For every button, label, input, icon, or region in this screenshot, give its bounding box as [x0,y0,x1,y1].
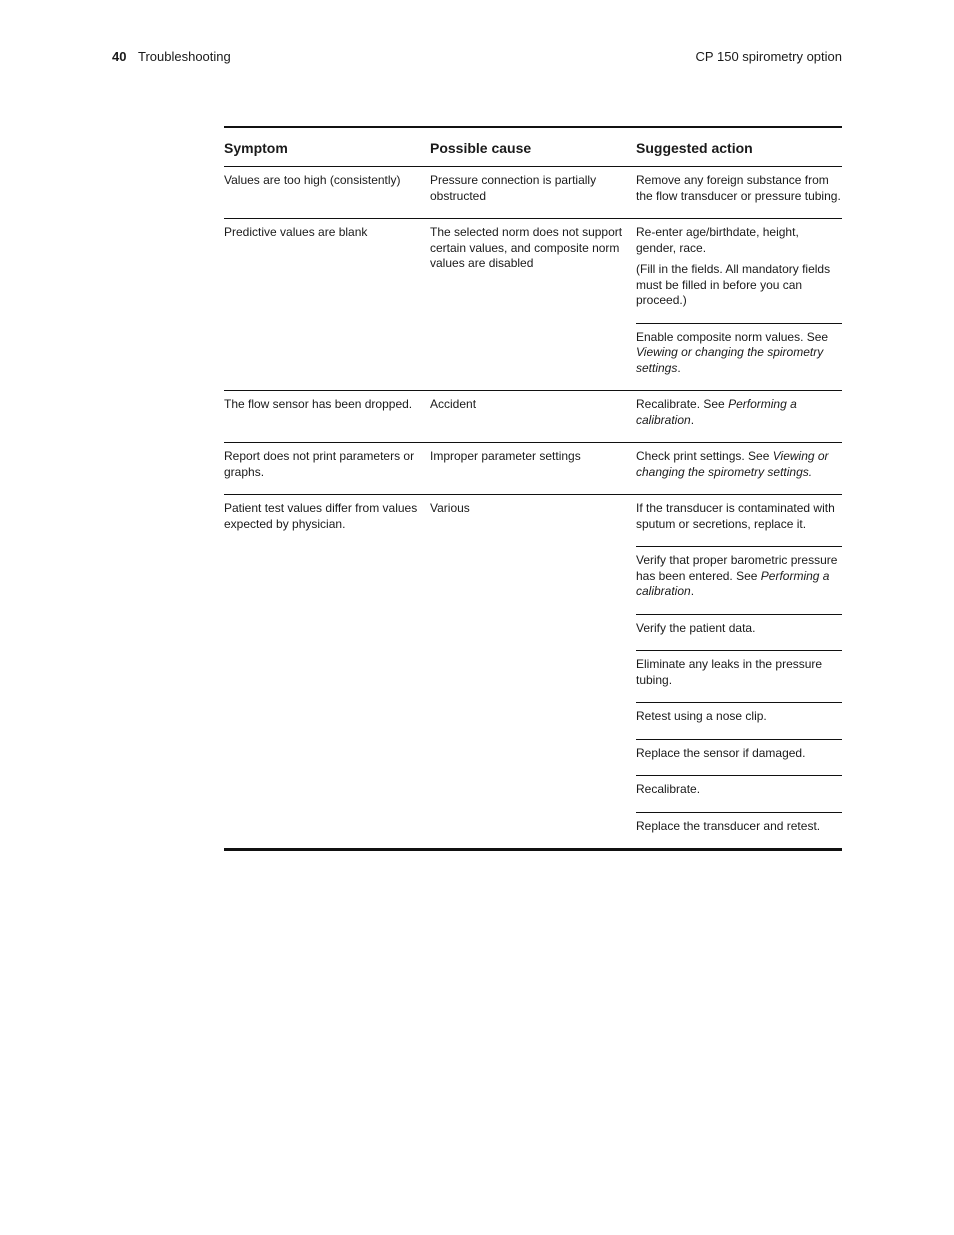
suggested-action [636,703,842,740]
suggested-action [636,776,842,813]
symptom-cell: Predictive values are blank [224,225,368,239]
action-text [636,501,842,532]
troubleshooting-table [224,126,842,851]
action-main-text: Replace the sensor if damaged. [636,745,806,760]
action-cell [636,219,842,390]
action-text [636,553,842,600]
suggested-action [636,651,842,703]
symptom-cell: Values are too high (consistently) [224,173,401,187]
cross-reference: Performing a calibration [636,397,797,427]
action-text [636,657,842,688]
table-header [224,128,842,167]
table-body [224,167,842,848]
suggested-action [636,219,842,324]
action-main-text: Retest using a nose clip. [636,709,767,723]
cause-cell: Improper parameter settings [430,449,581,463]
suggested-action [636,495,842,547]
cause-cell: The selected norm does not support certain values, and composite norm values are disabled [430,225,623,270]
table-row [224,495,842,848]
action-cell [636,495,842,848]
column-header-cause: Possible cause [430,140,532,156]
suggested-action [636,740,842,777]
document-title: CP 150 spirometry option [695,49,842,64]
symptom-cell: Patient test values differ from values expected by physician. [224,501,418,531]
action-text [636,709,842,725]
action-suffix: . [690,584,695,598]
cross-reference: Performing a calibration [636,568,830,598]
page-header [112,49,842,67]
cause-cell: Accident [430,397,477,411]
action-main-text: Recalibrate. See [636,397,729,411]
action-main-text: Re-enter age/birthdate, height, gender, race. [636,225,799,255]
action-main-text: Remove any foreign substance from the flow transducer or pressure tubing. [636,173,841,203]
table-row [224,391,842,443]
section-title: Troubleshooting [138,49,231,64]
table-row [224,167,842,219]
action-main-text: Eliminate any leaks in the pressure tubing. [636,657,823,687]
column-header-symptom: Symptom [224,140,288,156]
action-text [636,397,842,428]
action-suffix: . [690,412,695,427]
action-main-text: Replace the transducer and retest. [636,818,821,833]
symptom-cell: The flow sensor has been dropped. [224,397,413,411]
suggested-action [636,547,842,615]
suggested-action [636,324,842,391]
action-main-text: Enable composite norm values. See [636,329,829,344]
page-number: 40 [112,49,127,64]
action-text [636,621,842,637]
column-header-action: Suggested action [636,140,753,156]
action-main-text: Verify that proper barometric pressure has been entered. See [636,553,838,583]
action-text [636,819,842,835]
table-row [224,219,842,391]
action-main-text: Recalibrate. [636,782,701,796]
action-suffix: . [677,360,681,375]
cross-reference: Viewing or changing the spirometry settings [636,345,824,375]
action-cell [636,167,842,218]
action-note: (Fill in the fields. All mandatory fields must be filled in before you can proceed.) [636,262,831,307]
action-text [636,330,842,377]
suggested-action [636,443,842,494]
symptom-cell: Report does not print parameters or graphs. [224,449,415,479]
suggested-action [636,391,842,442]
action-text [636,225,842,256]
cross-reference: Viewing or changing the spirometry settings. [636,449,829,479]
table-row [224,443,842,495]
cause-cell: Various [430,501,470,515]
action-main-text: Verify the patient data. [636,620,756,635]
action-text [636,449,842,480]
action-cell [636,391,842,442]
action-text [636,173,842,204]
action-main-text: If the transducer is contaminated with sputum or secretions, replace it. [636,501,835,531]
action-text [636,782,842,798]
action-cell [636,443,842,494]
suggested-action [636,167,842,218]
action-text [636,746,842,762]
cause-cell: Pressure connection is partially obstructed [430,173,597,203]
suggested-action [636,813,842,849]
suggested-action [636,615,842,652]
action-main-text: Check print settings. See [636,449,773,463]
